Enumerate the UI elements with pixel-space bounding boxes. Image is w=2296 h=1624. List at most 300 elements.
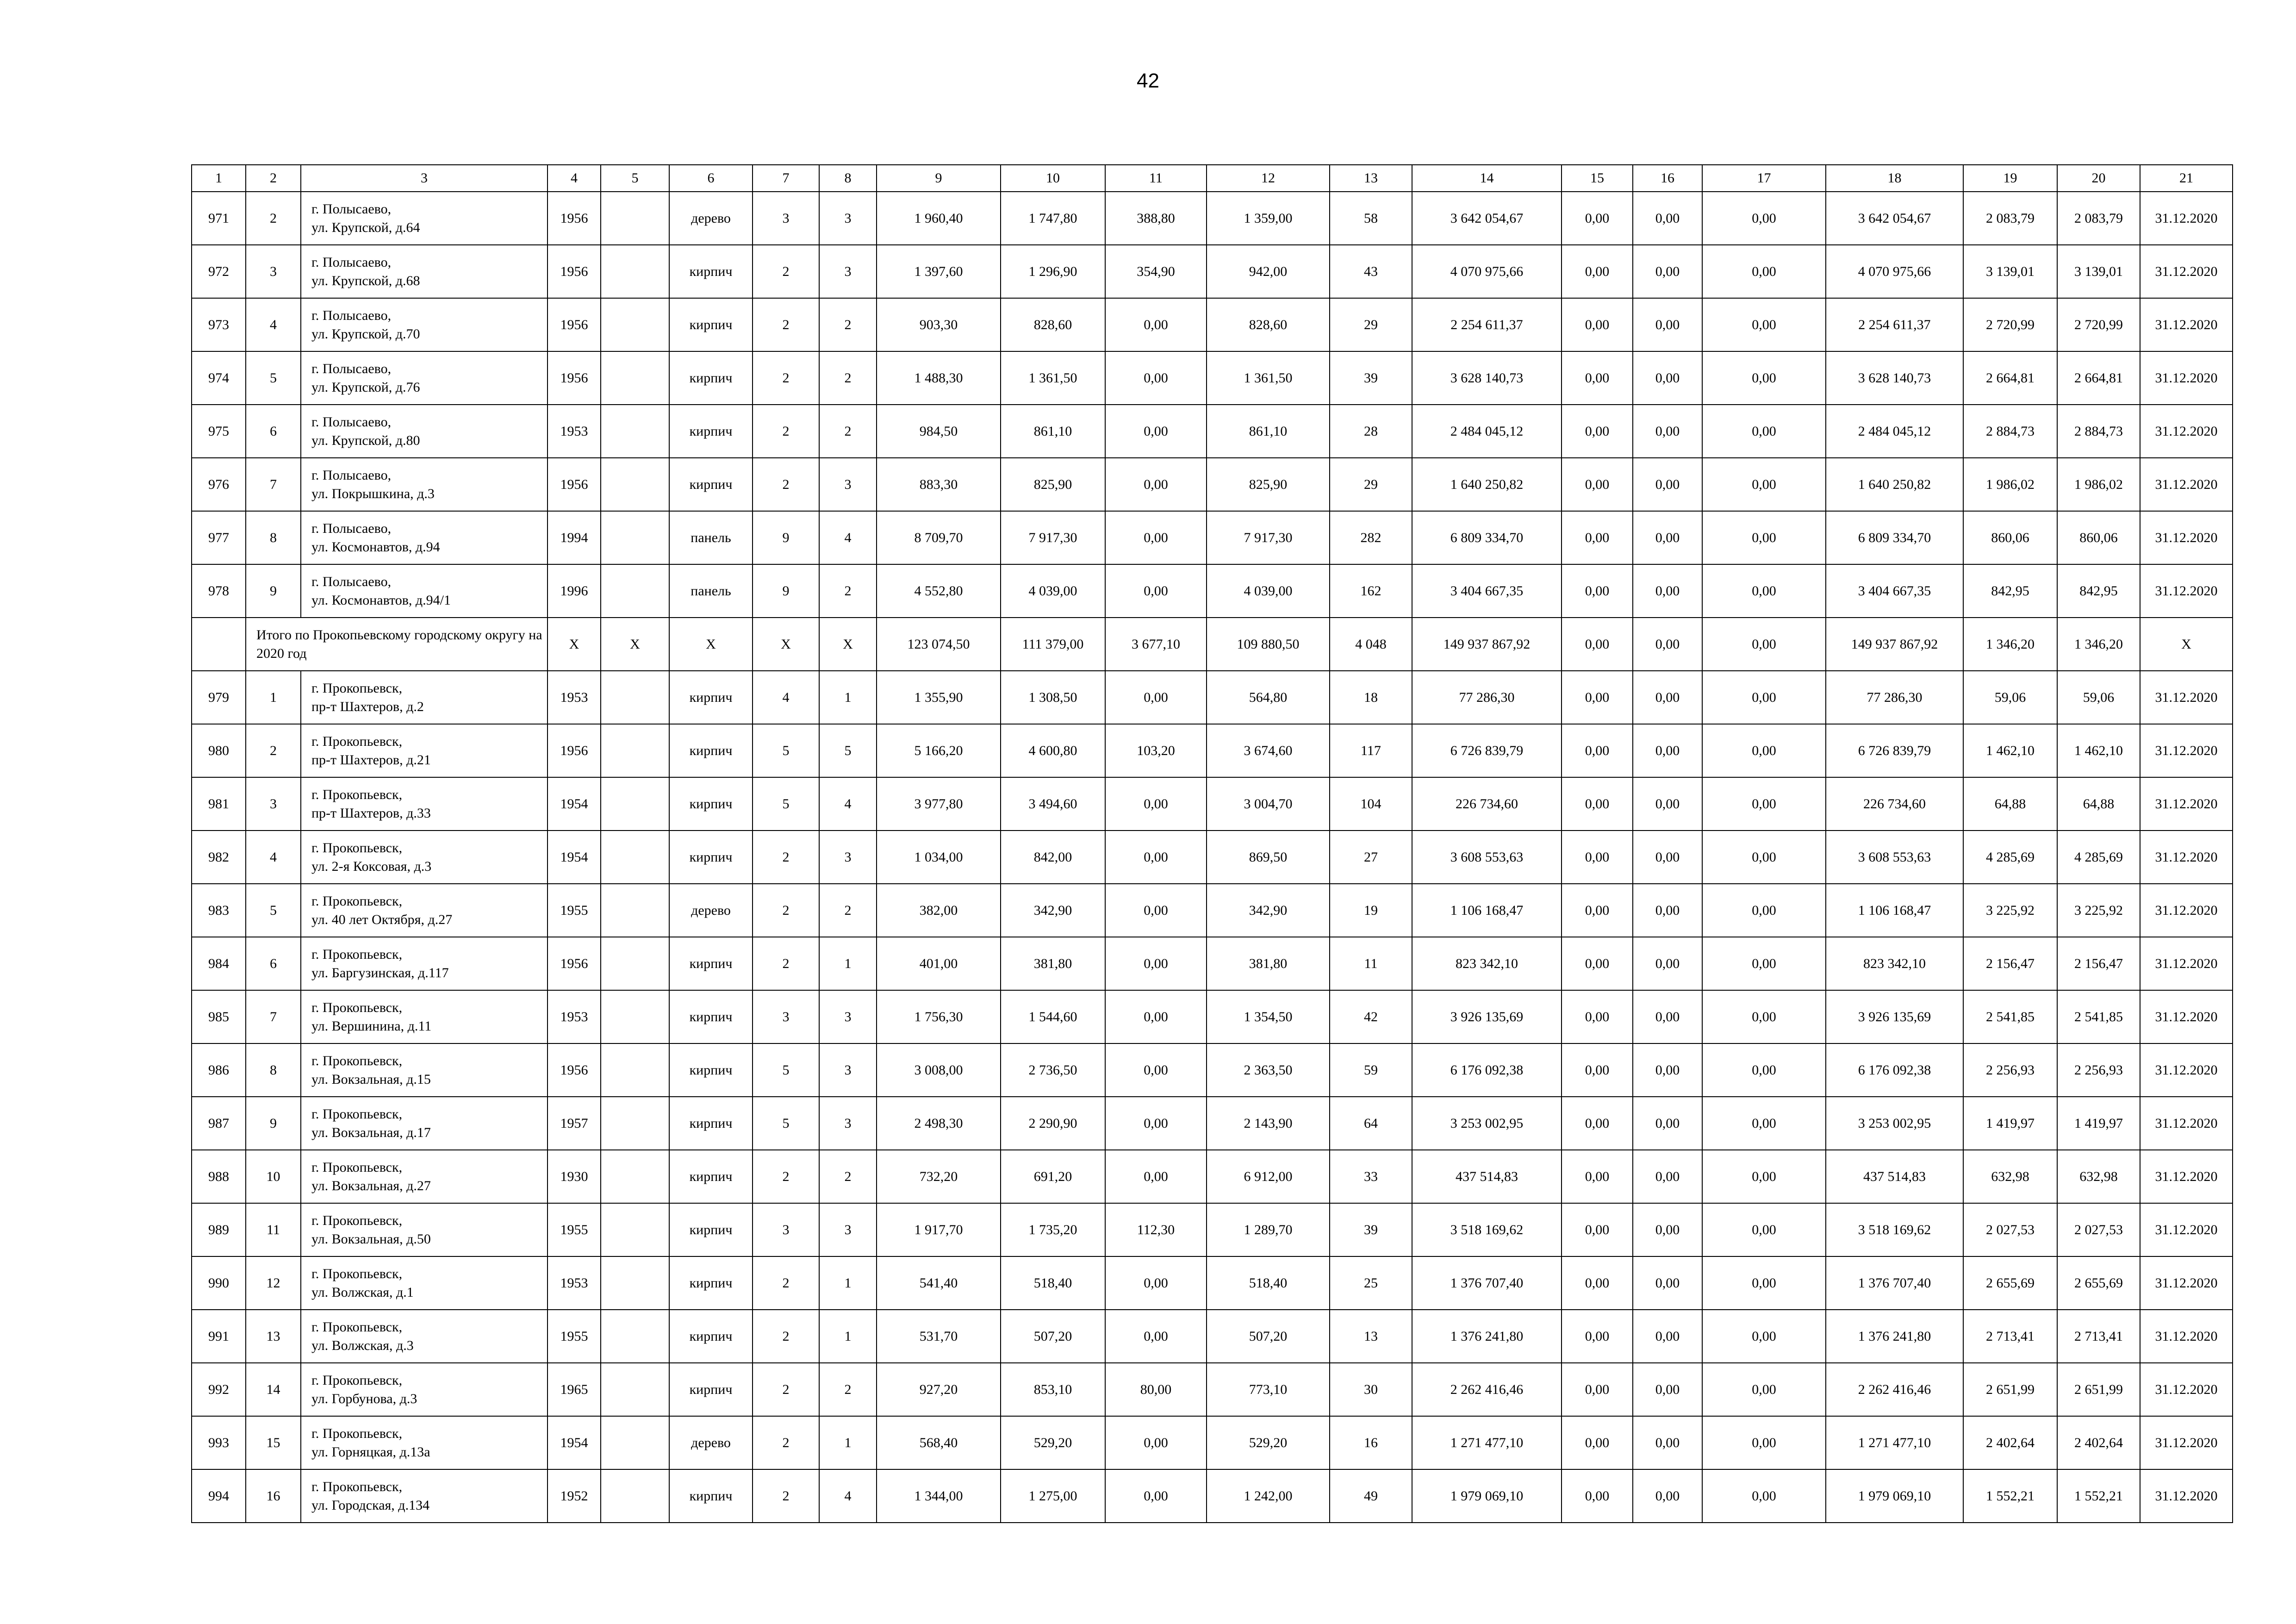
cell-col-6: кирпич bbox=[669, 724, 753, 777]
cell-col-21: 31.12.2020 bbox=[2140, 245, 2233, 298]
cell-col-6: кирпич bbox=[669, 831, 753, 884]
cell-col-6: X bbox=[669, 618, 753, 671]
cell-col-11: 0,00 bbox=[1105, 990, 1207, 1043]
cell-col-18: 3 253 002,95 bbox=[1826, 1097, 1963, 1150]
cell-col-5 bbox=[601, 405, 669, 458]
cell-col-20: 2 156,47 bbox=[2057, 937, 2140, 990]
cell-col-17: 0,00 bbox=[1702, 564, 1826, 618]
cell-col-18: 3 628 140,73 bbox=[1826, 351, 1963, 405]
address-street: ул. Вокзальная, д.15 bbox=[311, 1071, 431, 1087]
address-street: пр-т Шахтеров, д.2 bbox=[311, 699, 424, 714]
cell-col-13: 25 bbox=[1330, 1256, 1412, 1310]
cell-col-14: 437 514,83 bbox=[1412, 1150, 1562, 1203]
cell-col-19: 59,06 bbox=[1963, 671, 2057, 724]
cell-col-20: 1 552,21 bbox=[2057, 1469, 2140, 1523]
column-number-9: 9 bbox=[877, 165, 1001, 192]
address-city: г. Прокопьевск, bbox=[311, 893, 403, 909]
cell-col-5 bbox=[601, 1363, 669, 1416]
cell-col-9: 883,30 bbox=[877, 458, 1001, 511]
column-number-17: 17 bbox=[1702, 165, 1826, 192]
cell-col-11: 0,00 bbox=[1105, 1469, 1207, 1523]
cell-col-16: 0,00 bbox=[1633, 1150, 1702, 1203]
cell-col-8: 4 bbox=[819, 1469, 877, 1523]
cell-col-17: 0,00 bbox=[1702, 245, 1826, 298]
address-street: ул. 40 лет Октября, д.27 bbox=[311, 912, 453, 927]
cell-col-14: 1 979 069,10 bbox=[1412, 1469, 1562, 1523]
address-city: г. Прокопьевск, bbox=[311, 1159, 403, 1175]
cell-col-10: 825,90 bbox=[1001, 458, 1105, 511]
cell-local-number: 3 bbox=[246, 777, 301, 831]
cell-col-16: 0,00 bbox=[1633, 1469, 1702, 1523]
cell-col-5: X bbox=[601, 618, 669, 671]
cell-col-11: 0,00 bbox=[1105, 298, 1207, 351]
cell-col-18: 2 262 416,46 bbox=[1826, 1363, 1963, 1416]
cell-row-number: 972 bbox=[192, 245, 246, 298]
cell-col-17: 0,00 bbox=[1702, 618, 1826, 671]
address-city: г. Полысаево, bbox=[311, 574, 392, 589]
cell-local-number: 8 bbox=[246, 1043, 301, 1097]
cell-col-18: 6 176 092,38 bbox=[1826, 1043, 1963, 1097]
cell-col-10: 1 735,20 bbox=[1001, 1203, 1105, 1256]
cell-col-15: 0,00 bbox=[1562, 298, 1633, 351]
cell-row-number: 987 bbox=[192, 1097, 246, 1150]
address-street: пр-т Шахтеров, д.21 bbox=[311, 752, 431, 768]
cell-col-12: 564,80 bbox=[1207, 671, 1330, 724]
address-city: г. Полысаево, bbox=[311, 307, 392, 323]
cell-col-13: 104 bbox=[1330, 777, 1412, 831]
cell-col-9: 3 977,80 bbox=[877, 777, 1001, 831]
cell-col-5 bbox=[601, 777, 669, 831]
cell-col-19: 2 884,73 bbox=[1963, 405, 2057, 458]
cell-col-19: 1 986,02 bbox=[1963, 458, 2057, 511]
cell-row-number: 990 bbox=[192, 1256, 246, 1310]
cell-col-11: 0,00 bbox=[1105, 511, 1207, 564]
cell-col-14: 1 640 250,82 bbox=[1412, 458, 1562, 511]
cell-col-5 bbox=[601, 1469, 669, 1523]
cell-col-14: 77 286,30 bbox=[1412, 671, 1562, 724]
address-street: ул. Баргузинская, д.117 bbox=[311, 965, 449, 981]
column-number-4: 4 bbox=[548, 165, 601, 192]
cell-col-8: 5 bbox=[819, 724, 877, 777]
cell-col-17: 0,00 bbox=[1702, 1310, 1826, 1363]
cell-col-21: 31.12.2020 bbox=[2140, 1469, 2233, 1523]
cell-col-7: 2 bbox=[753, 937, 819, 990]
cell-col-14: 3 926 135,69 bbox=[1412, 990, 1562, 1043]
cell-col-9: 1 397,60 bbox=[877, 245, 1001, 298]
cell-address bbox=[301, 511, 548, 564]
address-street: ул. Крупской, д.70 bbox=[311, 326, 420, 342]
cell-col-17: 0,00 bbox=[1702, 1043, 1826, 1097]
cell-col-4: 1956 bbox=[548, 192, 601, 245]
cell-col-20: 1 346,20 bbox=[2057, 618, 2140, 671]
table-row bbox=[192, 351, 2233, 405]
cell-local-number: 7 bbox=[246, 458, 301, 511]
cell-col-21: 31.12.2020 bbox=[2140, 671, 2233, 724]
cell-col-18: 823 342,10 bbox=[1826, 937, 1963, 990]
cell-col-12: 2 363,50 bbox=[1207, 1043, 1330, 1097]
cell-address bbox=[301, 724, 548, 777]
table-row bbox=[192, 564, 2233, 618]
cell-col-8: 1 bbox=[819, 1256, 877, 1310]
cell-address bbox=[301, 777, 548, 831]
table-row bbox=[192, 671, 2233, 724]
cell-col-18: 1 376 707,40 bbox=[1826, 1256, 1963, 1310]
cell-col-9: 1 488,30 bbox=[877, 351, 1001, 405]
cell-col-5 bbox=[601, 724, 669, 777]
cell-col-17: 0,00 bbox=[1702, 298, 1826, 351]
cell-col-9: 123 074,50 bbox=[877, 618, 1001, 671]
cell-col-20: 860,06 bbox=[2057, 511, 2140, 564]
cell-local-number: 13 bbox=[246, 1310, 301, 1363]
cell-col-8: 3 bbox=[819, 1043, 877, 1097]
cell-col-12: 1 289,70 bbox=[1207, 1203, 1330, 1256]
cell-col-4: 1965 bbox=[548, 1363, 601, 1416]
cell-col-5 bbox=[601, 1310, 669, 1363]
cell-col-4: 1956 bbox=[548, 1043, 601, 1097]
cell-col-15: 0,00 bbox=[1562, 990, 1633, 1043]
cell-col-5 bbox=[601, 1150, 669, 1203]
cell-col-12: 518,40 bbox=[1207, 1256, 1330, 1310]
cell-col-14: 6 809 334,70 bbox=[1412, 511, 1562, 564]
cell-col-4: 1957 bbox=[548, 1097, 601, 1150]
cell-col-15: 0,00 bbox=[1562, 405, 1633, 458]
cell-col-7: 2 bbox=[753, 405, 819, 458]
cell-col-13: 64 bbox=[1330, 1097, 1412, 1150]
subtotal-row bbox=[192, 618, 2233, 671]
cell-col-10: 861,10 bbox=[1001, 405, 1105, 458]
cell-col-19: 2 541,85 bbox=[1963, 990, 2057, 1043]
table-row bbox=[192, 1203, 2233, 1256]
cell-row-number: 988 bbox=[192, 1150, 246, 1203]
cell-col-14: 3 608 553,63 bbox=[1412, 831, 1562, 884]
cell-row-number: 974 bbox=[192, 351, 246, 405]
cell-col-19: 2 256,93 bbox=[1963, 1043, 2057, 1097]
cell-col-15: 0,00 bbox=[1562, 1416, 1633, 1469]
cell-col-15: 0,00 bbox=[1562, 1150, 1633, 1203]
table-row bbox=[192, 777, 2233, 831]
cell-col-20: 842,95 bbox=[2057, 564, 2140, 618]
cell-col-12: 1 242,00 bbox=[1207, 1469, 1330, 1523]
cell-address bbox=[301, 1097, 548, 1150]
cell-col-13: 28 bbox=[1330, 405, 1412, 458]
cell-col-4: 1954 bbox=[548, 777, 601, 831]
cell-col-5 bbox=[601, 1097, 669, 1150]
cell-col-6: панель bbox=[669, 511, 753, 564]
cell-local-number: 12 bbox=[246, 1256, 301, 1310]
cell-col-11: 0,00 bbox=[1105, 1416, 1207, 1469]
cell-local-number: 5 bbox=[246, 884, 301, 937]
cell-col-18: 1 106 168,47 bbox=[1826, 884, 1963, 937]
cell-col-18: 226 734,60 bbox=[1826, 777, 1963, 831]
cell-col-12: 773,10 bbox=[1207, 1363, 1330, 1416]
cell-row-number: 991 bbox=[192, 1310, 246, 1363]
address-city: г. Полысаево, bbox=[311, 467, 392, 483]
cell-col-7: 3 bbox=[753, 192, 819, 245]
cell-col-13: 162 bbox=[1330, 564, 1412, 618]
cell-row-number: 994 bbox=[192, 1469, 246, 1523]
cell-col-19: 2 655,69 bbox=[1963, 1256, 2057, 1310]
cell-col-5 bbox=[601, 1203, 669, 1256]
cell-col-21: 31.12.2020 bbox=[2140, 1363, 2233, 1416]
cell-col-12: 861,10 bbox=[1207, 405, 1330, 458]
cell-col-6: кирпич bbox=[669, 1150, 753, 1203]
cell-col-20: 4 285,69 bbox=[2057, 831, 2140, 884]
cell-col-6: дерево bbox=[669, 192, 753, 245]
cell-col-13: 29 bbox=[1330, 298, 1412, 351]
cell-col-9: 927,20 bbox=[877, 1363, 1001, 1416]
cell-col-12: 1 354,50 bbox=[1207, 990, 1330, 1043]
cell-col-6: кирпич bbox=[669, 245, 753, 298]
cell-col-20: 1 986,02 bbox=[2057, 458, 2140, 511]
cell-col-19: 1 346,20 bbox=[1963, 618, 2057, 671]
cell-col-14: 2 262 416,46 bbox=[1412, 1363, 1562, 1416]
cell-col-6: кирпич bbox=[669, 1256, 753, 1310]
cell-col-17: 0,00 bbox=[1702, 405, 1826, 458]
cell-col-5 bbox=[601, 831, 669, 884]
cell-col-10: 1 544,60 bbox=[1001, 990, 1105, 1043]
cell-col-8: 4 bbox=[819, 511, 877, 564]
cell-col-7: 2 bbox=[753, 1310, 819, 1363]
cell-col-14: 3 253 002,95 bbox=[1412, 1097, 1562, 1150]
cell-col-20: 1 462,10 bbox=[2057, 724, 2140, 777]
cell-col-16: 0,00 bbox=[1633, 990, 1702, 1043]
cell-col-14: 3 404 667,35 bbox=[1412, 564, 1562, 618]
cell-col-9: 903,30 bbox=[877, 298, 1001, 351]
cell-col-5 bbox=[601, 192, 669, 245]
cell-col-9: 1 355,90 bbox=[877, 671, 1001, 724]
cell-col-21: 31.12.2020 bbox=[2140, 511, 2233, 564]
cell-col-19: 2 156,47 bbox=[1963, 937, 2057, 990]
address-street: ул. Волжская, д.1 bbox=[311, 1284, 414, 1300]
cell-col-11: 3 677,10 bbox=[1105, 618, 1207, 671]
cell-col-21: 31.12.2020 bbox=[2140, 1310, 2233, 1363]
address-city: г. Прокопьевск, bbox=[311, 1106, 403, 1122]
cell-col-6: дерево bbox=[669, 1416, 753, 1469]
cell-col-14: 226 734,60 bbox=[1412, 777, 1562, 831]
cell-col-5 bbox=[601, 351, 669, 405]
cell-col-15: 0,00 bbox=[1562, 831, 1633, 884]
cell-col-1 bbox=[192, 618, 246, 671]
cell-col-7: 2 bbox=[753, 1416, 819, 1469]
cell-col-18: 2 254 611,37 bbox=[1826, 298, 1963, 351]
address-city: г. Полысаево, bbox=[311, 254, 392, 270]
cell-col-5 bbox=[601, 1043, 669, 1097]
cell-col-11: 0,00 bbox=[1105, 405, 1207, 458]
cell-col-19: 860,06 bbox=[1963, 511, 2057, 564]
cell-col-6: кирпич bbox=[669, 937, 753, 990]
cell-col-14: 3 642 054,67 bbox=[1412, 192, 1562, 245]
cell-address bbox=[301, 671, 548, 724]
cell-col-16: 0,00 bbox=[1633, 1310, 1702, 1363]
cell-col-4: 1953 bbox=[548, 671, 601, 724]
cell-col-15: 0,00 bbox=[1562, 351, 1633, 405]
address-city: г. Прокопьевск, bbox=[311, 733, 403, 749]
cell-col-15: 0,00 bbox=[1562, 671, 1633, 724]
address-street: ул. Вокзальная, д.27 bbox=[311, 1178, 431, 1193]
cell-col-13: 30 bbox=[1330, 1363, 1412, 1416]
table-row bbox=[192, 192, 2233, 245]
cell-col-9: 382,00 bbox=[877, 884, 1001, 937]
cell-col-17: 0,00 bbox=[1702, 671, 1826, 724]
column-number-12: 12 bbox=[1207, 165, 1330, 192]
cell-col-7: 3 bbox=[753, 990, 819, 1043]
cell-row-number: 978 bbox=[192, 564, 246, 618]
cell-col-9: 984,50 bbox=[877, 405, 1001, 458]
cell-col-11: 0,00 bbox=[1105, 1310, 1207, 1363]
cell-col-15: 0,00 bbox=[1562, 1469, 1633, 1523]
cell-col-10: 529,20 bbox=[1001, 1416, 1105, 1469]
cell-col-20: 2 651,99 bbox=[2057, 1363, 2140, 1416]
cell-col-8: X bbox=[819, 618, 877, 671]
cell-col-16: 0,00 bbox=[1633, 1256, 1702, 1310]
cell-col-16: 0,00 bbox=[1633, 245, 1702, 298]
cell-col-6: кирпич bbox=[669, 351, 753, 405]
address-city: г. Полысаево, bbox=[311, 361, 392, 376]
cell-col-13: 19 bbox=[1330, 884, 1412, 937]
cell-col-13: 39 bbox=[1330, 1203, 1412, 1256]
cell-col-13: 18 bbox=[1330, 671, 1412, 724]
cell-col-10: 1 296,90 bbox=[1001, 245, 1105, 298]
cell-row-number: 980 bbox=[192, 724, 246, 777]
address-street: ул. Покрышкина, д.3 bbox=[311, 486, 435, 501]
address-street: пр-т Шахтеров, д.33 bbox=[311, 805, 431, 821]
table-row bbox=[192, 884, 2233, 937]
cell-col-16: 0,00 bbox=[1633, 192, 1702, 245]
table-row bbox=[192, 1043, 2233, 1097]
cell-col-11: 112,30 bbox=[1105, 1203, 1207, 1256]
cell-col-16: 0,00 bbox=[1633, 298, 1702, 351]
cell-col-12: 942,00 bbox=[1207, 245, 1330, 298]
cell-col-12: 2 143,90 bbox=[1207, 1097, 1330, 1150]
cell-col-6: кирпич bbox=[669, 1469, 753, 1523]
cell-col-9: 732,20 bbox=[877, 1150, 1001, 1203]
address-city: г. Полысаево, bbox=[311, 201, 392, 217]
cell-col-11: 0,00 bbox=[1105, 1256, 1207, 1310]
cell-col-12: 7 917,30 bbox=[1207, 511, 1330, 564]
cell-col-8: 4 bbox=[819, 777, 877, 831]
cell-col-15: 0,00 bbox=[1562, 1256, 1633, 1310]
cell-row-number: 985 bbox=[192, 990, 246, 1043]
cell-col-10: 828,60 bbox=[1001, 298, 1105, 351]
cell-col-20: 2 256,93 bbox=[2057, 1043, 2140, 1097]
cell-local-number: 4 bbox=[246, 831, 301, 884]
cell-col-19: 2 027,53 bbox=[1963, 1203, 2057, 1256]
address-street: ул. 2-я Коксовая, д.3 bbox=[311, 858, 432, 874]
cell-col-8: 2 bbox=[819, 1363, 877, 1416]
cell-col-10: 507,20 bbox=[1001, 1310, 1105, 1363]
cell-col-12: 869,50 bbox=[1207, 831, 1330, 884]
cell-col-4: 1956 bbox=[548, 351, 601, 405]
cell-row-number: 982 bbox=[192, 831, 246, 884]
cell-col-16: 0,00 bbox=[1633, 1043, 1702, 1097]
housing-register-table bbox=[191, 164, 2233, 1523]
cell-col-12: 4 039,00 bbox=[1207, 564, 1330, 618]
cell-col-16: 0,00 bbox=[1633, 511, 1702, 564]
cell-col-4: 1930 bbox=[548, 1150, 601, 1203]
cell-col-21: 31.12.2020 bbox=[2140, 937, 2233, 990]
column-number-14: 14 bbox=[1412, 165, 1562, 192]
cell-col-7: 3 bbox=[753, 1203, 819, 1256]
cell-col-8: 1 bbox=[819, 937, 877, 990]
cell-row-number: 973 bbox=[192, 298, 246, 351]
cell-col-15: 0,00 bbox=[1562, 245, 1633, 298]
column-number-15: 15 bbox=[1562, 165, 1633, 192]
cell-col-21: 31.12.2020 bbox=[2140, 192, 2233, 245]
cell-col-15: 0,00 bbox=[1562, 937, 1633, 990]
cell-col-12: 507,20 bbox=[1207, 1310, 1330, 1363]
cell-col-12: 825,90 bbox=[1207, 458, 1330, 511]
cell-col-11: 0,00 bbox=[1105, 831, 1207, 884]
cell-col-9: 1 756,30 bbox=[877, 990, 1001, 1043]
cell-local-number: 4 bbox=[246, 298, 301, 351]
cell-col-8: 2 bbox=[819, 351, 877, 405]
cell-col-17: 0,00 bbox=[1702, 937, 1826, 990]
cell-row-number: 992 bbox=[192, 1363, 246, 1416]
cell-col-19: 1 462,10 bbox=[1963, 724, 2057, 777]
cell-col-21: 31.12.2020 bbox=[2140, 564, 2233, 618]
cell-col-6: кирпич bbox=[669, 1043, 753, 1097]
cell-col-9: 568,40 bbox=[877, 1416, 1001, 1469]
cell-local-number: 6 bbox=[246, 405, 301, 458]
cell-col-18: 1 979 069,10 bbox=[1826, 1469, 1963, 1523]
cell-col-13: 117 bbox=[1330, 724, 1412, 777]
cell-col-16: 0,00 bbox=[1633, 564, 1702, 618]
cell-local-number: 14 bbox=[246, 1363, 301, 1416]
cell-col-6: дерево bbox=[669, 884, 753, 937]
table-row bbox=[192, 937, 2233, 990]
address-street: ул. Горняцкая, д.13а bbox=[311, 1444, 430, 1460]
cell-col-8: 3 bbox=[819, 990, 877, 1043]
cell-col-4: 1955 bbox=[548, 1310, 601, 1363]
address-city: г. Прокопьевск, bbox=[311, 1372, 403, 1388]
cell-col-10: 1 361,50 bbox=[1001, 351, 1105, 405]
cell-local-number: 1 bbox=[246, 671, 301, 724]
address-street: ул. Космонавтов, д.94 bbox=[311, 539, 440, 555]
cell-col-5 bbox=[601, 1256, 669, 1310]
cell-col-18: 6 809 334,70 bbox=[1826, 511, 1963, 564]
cell-col-4: 1996 bbox=[548, 564, 601, 618]
cell-col-21: 31.12.2020 bbox=[2140, 831, 2233, 884]
cell-local-number: 15 bbox=[246, 1416, 301, 1469]
cell-col-7: 5 bbox=[753, 777, 819, 831]
cell-col-12: 6 912,00 bbox=[1207, 1150, 1330, 1203]
cell-col-15: 0,00 bbox=[1562, 1310, 1633, 1363]
cell-col-7: 2 bbox=[753, 245, 819, 298]
table-row bbox=[192, 1310, 2233, 1363]
column-number-21: 21 bbox=[2140, 165, 2233, 192]
cell-col-17: 0,00 bbox=[1702, 192, 1826, 245]
cell-col-17: 0,00 bbox=[1702, 990, 1826, 1043]
cell-col-18: 3 926 135,69 bbox=[1826, 990, 1963, 1043]
column-number-2: 2 bbox=[246, 165, 301, 192]
cell-col-8: 3 bbox=[819, 831, 877, 884]
column-number-19: 19 bbox=[1963, 165, 2057, 192]
cell-col-14: 3 518 169,62 bbox=[1412, 1203, 1562, 1256]
cell-col-11: 0,00 bbox=[1105, 937, 1207, 990]
cell-col-19: 2 651,99 bbox=[1963, 1363, 2057, 1416]
page-number: 42 bbox=[1137, 69, 1159, 92]
cell-col-20: 59,06 bbox=[2057, 671, 2140, 724]
table-row bbox=[192, 724, 2233, 777]
address-city: г. Прокопьевск, bbox=[311, 787, 403, 802]
cell-col-13: 58 bbox=[1330, 192, 1412, 245]
cell-col-20: 2 713,41 bbox=[2057, 1310, 2140, 1363]
cell-col-18: 149 937 867,92 bbox=[1826, 618, 1963, 671]
cell-col-7: 4 bbox=[753, 671, 819, 724]
address-street: ул. Вокзальная, д.17 bbox=[311, 1124, 431, 1140]
cell-col-12: 3 004,70 bbox=[1207, 777, 1330, 831]
cell-col-17: 0,00 bbox=[1702, 458, 1826, 511]
